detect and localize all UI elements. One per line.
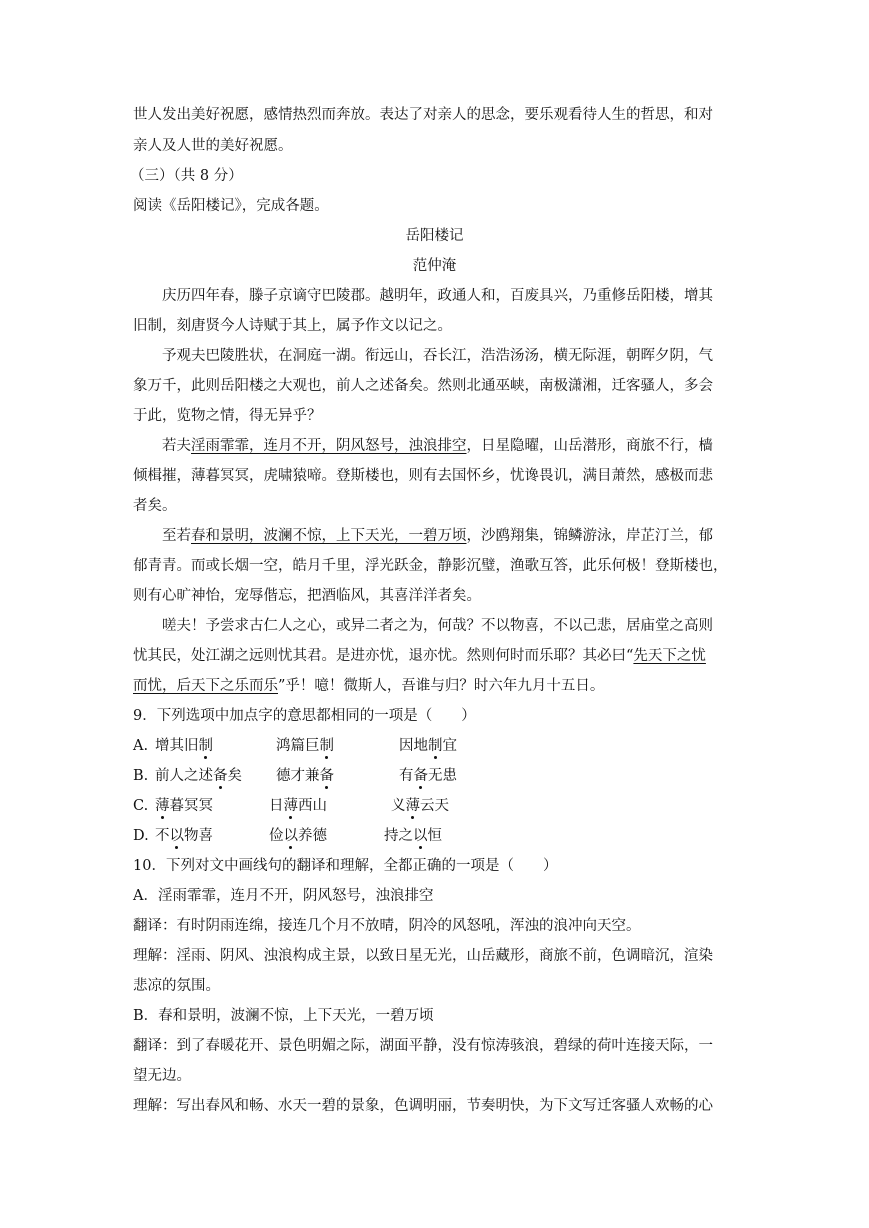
p5-line-1: 嗟夫！予尝求古仁人之心，或异二者之为，何哉？不以物喜，不以己悲，居庙堂之高则 [162,618,713,634]
intro-line-2: 亲人及人世的美好祝愿。 [133,138,293,154]
q9-c-term-1: 薄暮冥冥 [155,798,213,814]
emphasis-char: 薄 [405,798,420,814]
emphasis-char: 备 [319,768,334,784]
emphasis-char: 以 [169,828,184,844]
emphasis-char: 制 [198,738,213,754]
q9-b-term-1: 前人之述备矣 [155,768,242,784]
p3-line-3: 者矣。 [133,498,177,514]
p2-line-1: 予观夫巴陵胜状，在洞庭一湖。衔远山，吞长江，浩浩汤汤，横无际涯，朝晖夕阴，气 [162,348,713,364]
section-header: （三）（共 8 分） [130,168,243,184]
emphasis-char: 薄 [155,798,170,814]
q9-a-term-1: 增其旧制 [155,738,213,754]
emphasis-char: 以 [413,828,428,844]
emphasis-char: 备 [213,768,228,784]
emphasis-char: 制 [428,738,443,754]
q9-d-term-3: 持之以恒 [384,828,442,844]
q9-d-term-1: 不以物喜 [155,828,213,844]
p5-underlined-end: 而忧，后天下之乐而乐 [133,678,278,694]
q10-option-b: B．春和景明，波澜不惊，上下天光，一碧万顷 [133,1008,434,1024]
poem-title: 岳阳楼记 [405,228,464,244]
p3-rest: ，日星隐曜，山岳潜形，商旅不行，樯 [466,438,713,454]
q9-d-term-2: 俭以养德 [269,828,327,844]
p5-line-3 [133,676,604,696]
p4-lead: 至若 [162,528,191,544]
p3-lead: 若夫 [162,438,191,454]
p3-line-2: 倾楫摧，薄暮冥冥，虎啸猿啼。登斯楼也，则有去国怀乡，忧谗畏讥，满目萧然，感极而悲 [133,468,713,484]
p4-line-2: 郁青青。而或长烟一空，皓月千里，浮光跃金，静影沉璧，渔歌互答，此乐何极！登斯楼也， [133,558,728,574]
p4-underlined-sentence: 春和景明，波澜不惊，上下天光，一碧万顷 [191,528,467,544]
q10-b-translation-1: 翻译：到了春暖花开、景色明媚之际，湖面平静，没有惊涛骇浪，碧绿的荷叶连接天际，一 [133,1038,713,1054]
p4-rest: ，沙鸥翔集，锦鳞游泳，岸芷汀兰，郁 [466,528,713,544]
option-label: B. [133,768,149,784]
p4-line-3: 则有心旷神怡，宠辱偕忘，把酒临风，其喜洋洋者矣。 [133,588,481,604]
emphasis-char: 薄 [283,798,298,814]
emphasis-char: 制 [319,738,334,754]
p5-line-3-text: ”乎！噫！微斯人，吾谁与归？时六年九月十五日。 [278,678,605,694]
q9-a-term-3: 因地制宜 [399,738,457,754]
option-label: A. [133,738,149,754]
q10-a-understanding-1: 理解：淫雨、阴风、浊浪构成主景，以致日星无光，山岳藏形，商旅不前，色调暗沉，渲染 [133,948,713,964]
emphasis-char: 备 [413,768,428,784]
poem-author: 范仲淹 [412,258,457,274]
p2-line-3: 于此，览物之情，得无异乎？ [133,408,322,424]
p1-line-2: 旧制，刻唐贤今人诗赋于其上，属予作文以记之。 [133,318,452,334]
q10-stem: 10．下列对文中画线句的翻译和理解，全都正确的一项是（ ） [133,858,558,874]
option-label: D. [133,828,149,844]
p3-line-1 [162,436,713,456]
reading-instruction: 阅读《岳阳楼记》，完成各题。 [133,198,329,214]
q10-a-translation: 翻译：有时阴雨连绵，接连几个月不放晴，阴冷的风怒吼，浑浊的浪冲向天空。 [133,918,641,934]
q9-a-term-2: 鸿篇巨制 [276,738,334,754]
p5-underlined-start: 先天下之忧 [633,648,706,664]
p2-line-2: 象万千，此则岳阳楼之大观也，前人之述备矣。然则北通巫峡，南极潇湘，迁客骚人，多会 [133,378,713,394]
p3-underlined-sentence: 淫雨霏霏，连月不开，阴风怒号，浊浪排空 [191,438,467,454]
p1-line-1: 庆历四年春，滕子京谪守巴陵郡。越明年，政通人和，百废具兴，乃重修岳阳楼，增其 [162,288,713,304]
q10-b-translation-2: 望无边。 [133,1068,191,1084]
q9-c-term-2: 日薄西山 [269,798,327,814]
emphasis-char: 以 [283,828,298,844]
q9-b-term-2: 德才兼备 [276,768,334,784]
q10-a-understanding-2: 悲凉的氛围。 [133,978,220,994]
q9-c-term-3: 义薄云天 [391,798,449,814]
q9-stem: 9．下列选项中加点字的意思都相同的一项是（ ） [133,708,476,724]
option-label: C. [133,798,149,814]
p4-line-1 [162,526,713,546]
intro-line-1: 世人发出美好祝愿，感情热烈而奔放。表达了对亲人的思念，要乐观看待人生的哲思，和对 [133,107,713,123]
q10-b-understanding-1: 理解：写出春风和畅、水天一碧的景象，色调明丽，节奏明快，为下文写迁客骚人欢畅的心 [133,1098,713,1114]
q9-b-term-3: 有备无患 [399,768,457,784]
q10-option-a: A．淫雨霏霏，连月不开，阴风怒号，浊浪排空 [133,888,434,904]
p5-line-2 [133,646,706,666]
p5-line-2-text: 忧其民，处江湖之远则忧其君。是进亦忧，退亦忧。然则何时而乐耶？其必曰“ [133,648,634,664]
